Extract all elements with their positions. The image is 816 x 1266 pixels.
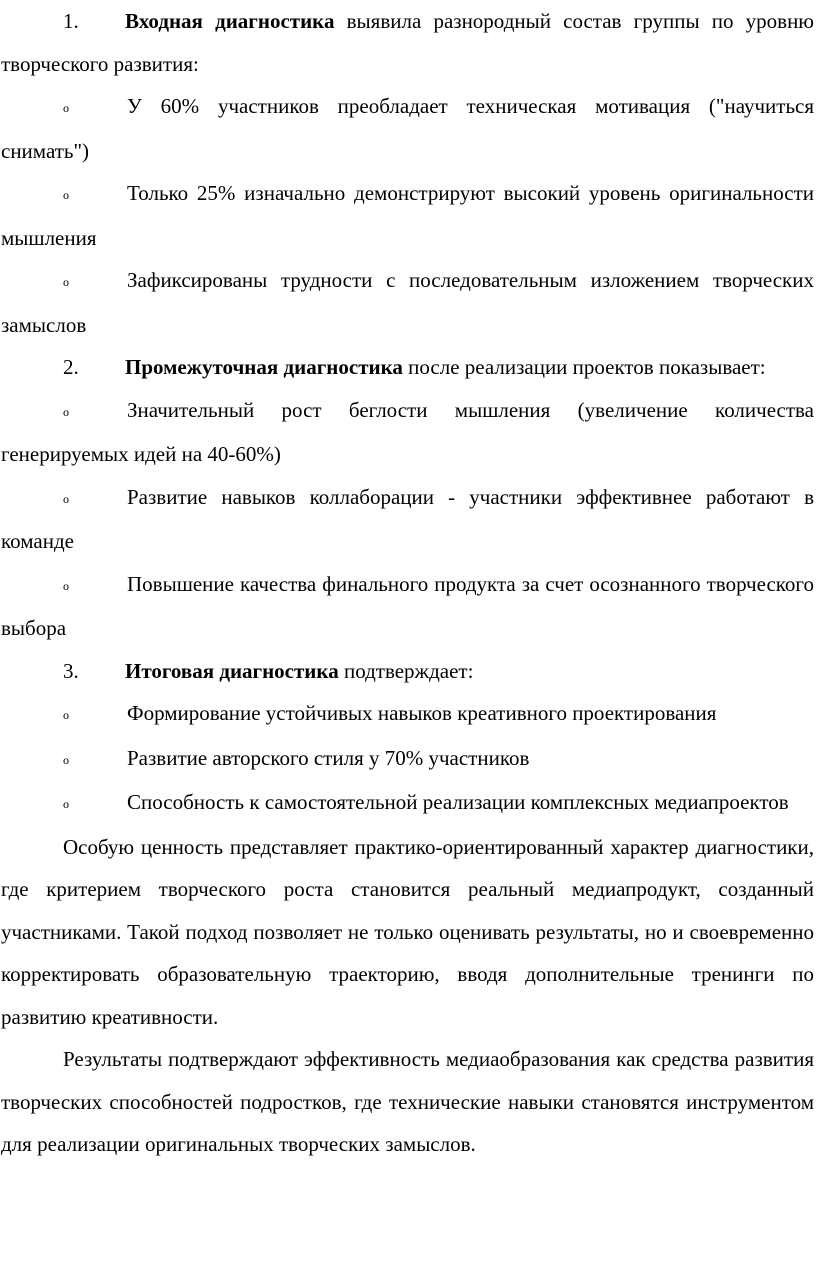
item-title: Итоговая диагностика: [125, 658, 339, 683]
bullet-item: [1, 389, 814, 476]
bullet-text: Формирование устойчивых навыков креативного проектирования: [127, 701, 717, 725]
bullet-item: [1, 259, 814, 346]
item-number: 2.: [63, 355, 79, 379]
bullet-text: Повышение качества финального продукта за счет осознанного творческого выбора: [1, 571, 814, 640]
item-text: подтверждает:: [343, 658, 474, 683]
item-title: Входная диагностика: [125, 9, 335, 33]
item-text: после реализации проектов показывает:: [408, 355, 766, 379]
bullet-item: [1, 476, 814, 563]
paragraph-conclusion: Результаты подтверждают эффективность медиаобразования как средства развития творческих способностей подростков, где технические навыки становятся инструментом для реализации оригинальных творческих замыслов.: [1, 1047, 814, 1156]
bullet-item: [1, 563, 814, 650]
bullet-item: [1, 85, 814, 172]
numbered-item-2: [1, 346, 814, 389]
item-text: выявила разнородный состав группы по уровню творческого развития:: [1, 9, 814, 76]
numbered-item-3: [1, 650, 814, 693]
bullet-item: [1, 692, 814, 737]
bullet-text: У 60% участников преобладает техническая мотивация ("научиться снимать"): [1, 94, 814, 163]
bullet-marker: o: [63, 101, 69, 115]
bullet-text: Значительный рост беглости мышления (увеличение количества генерируемых идей на 40-60%): [1, 397, 814, 466]
bullet-marker: o: [63, 797, 69, 811]
bullet-text: Зафиксированы трудности с последовательным изложением творческих замыслов: [1, 268, 814, 337]
item-number: 1.: [63, 9, 79, 33]
bullet-text: Способность к самостоятельной реализации комплексных медиапроектов: [127, 790, 789, 814]
bullet-item: [1, 781, 814, 826]
item-number: 3.: [63, 658, 79, 683]
bullet-marker: o: [63, 752, 69, 767]
item-title: Промежуточная диагностика: [125, 355, 403, 379]
bullet-marker: o: [63, 275, 69, 289]
paragraph-value: Особую ценность представляет практико-ориентированный характер диагностики, где критерием творческого роста становится реальный медиапродукт, созданный участниками. Такой подход позволяет не только оценивать результаты, но и своевременно корректировать образовательную траекторию, вводя дополнительные тренинги по развитию креативности.: [1, 834, 814, 1029]
bullet-text: Развитие авторского стиля у 70% участников: [127, 745, 530, 770]
bullet-marker: o: [63, 578, 69, 593]
bullet-item: [1, 172, 814, 259]
bullet-marker: o: [63, 491, 69, 506]
bullet-text: Только 25% изначально демонстрируют высокий уровень оригинальности мышления: [1, 181, 814, 250]
numbered-item-1: [1, 0, 814, 85]
bullet-marker: o: [63, 708, 69, 722]
bullet-item: [1, 737, 814, 782]
bullet-marker: o: [63, 404, 69, 419]
bullet-marker: o: [63, 188, 69, 202]
bullet-text: Развитие навыков коллаборации - участники эффективнее работают в команде: [1, 484, 814, 553]
